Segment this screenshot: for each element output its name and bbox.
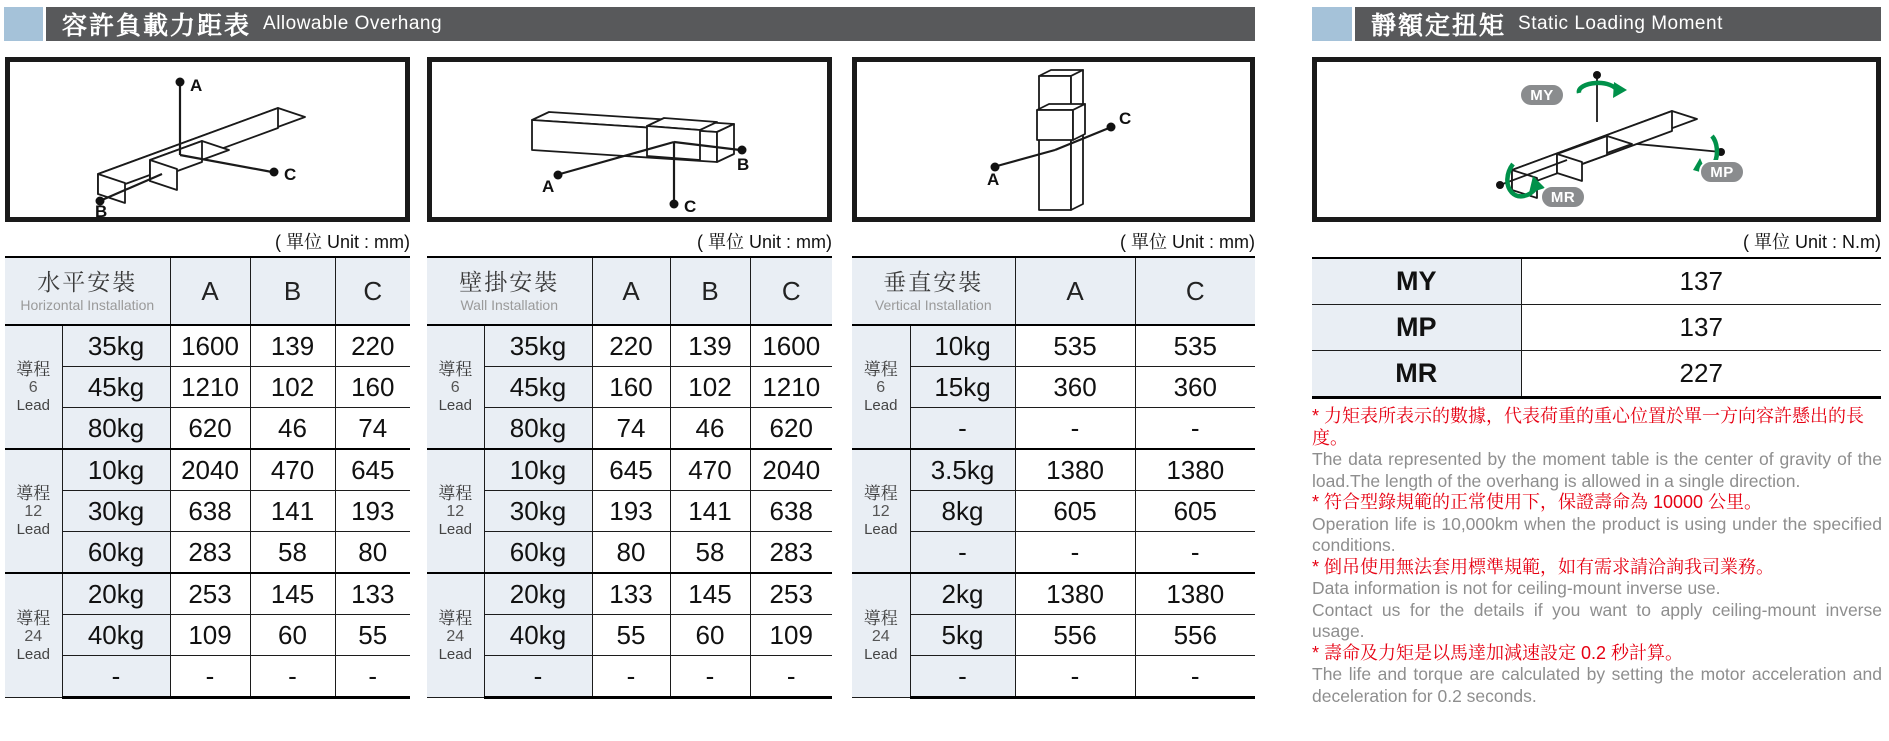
table-row [427,532,832,574]
table-title-cell [852,257,1015,325]
moment-row-label: MP [1312,305,1521,351]
table-row [5,615,410,656]
load-cell: 40kg [484,615,592,656]
table-row [852,491,1255,532]
unit-label-mm: ( 單位 Unit : mm) [275,232,410,252]
table-row [852,615,1255,656]
value-cell: 193 [592,491,670,532]
load-cell: 2kg [910,573,1015,615]
moment-label-mp: MP [1710,164,1734,181]
value-cell: 638 [750,491,832,532]
load-cell: 80kg [484,408,592,450]
value-cell: 58 [670,532,750,574]
load-cell: 20kg [484,573,592,615]
horizontal-installation-diagram [5,57,410,222]
column-header: B [670,257,750,325]
value-cell: 160 [335,367,410,408]
value-cell: 109 [170,615,250,656]
right-title-zh: 靜額定扭矩 [1371,12,1507,40]
note-line: * 符合型錄規範的正常使用下，保證壽命為 10000 公里。 [1312,492,1763,512]
axis-label-c: C [284,165,297,184]
value-cell: 620 [170,408,250,450]
value-cell: - [750,656,832,698]
axis-label-a: A [190,76,203,95]
vertical-diagram-svg [857,62,1250,217]
value-cell: 253 [750,573,832,615]
moment-label-mr: MR [1550,189,1576,206]
value-cell: 102 [670,367,750,408]
table-row [427,325,832,367]
moment-diagram-svg [1317,62,1876,217]
value-cell: 283 [750,532,832,574]
value-cell: 1380 [1015,573,1135,615]
table-title-en: Vertical Installation [874,297,992,313]
column-header: B [250,257,335,325]
table-title-zh: 水平安裝 [37,269,138,295]
value-cell: 74 [592,408,670,450]
notes-block [1312,406,1882,707]
value-cell: 1600 [170,325,250,367]
value-cell: 55 [592,615,670,656]
value-cell: 58 [250,532,335,574]
value-cell: - [1015,532,1135,574]
table-row [427,573,832,615]
table-title-cell [5,257,170,325]
value-cell: 193 [335,491,410,532]
right-title-en: Static Loading Moment [1518,13,1723,34]
value-cell: 535 [1135,325,1255,367]
value-cell: 102 [250,367,335,408]
load-cell: 10kg [910,325,1015,367]
table-row [5,532,410,574]
value-cell: 145 [250,573,335,615]
wall-diagram-svg [432,62,827,217]
table-row [852,408,1255,450]
horizontal-diagram-svg [10,62,405,217]
lead-cell: 導程 24 Lead [5,573,62,698]
table-row [1312,351,1881,398]
table-row [1312,258,1881,305]
moment-row-value: 137 [1521,258,1881,305]
table-row [5,449,410,491]
value-cell: 46 [250,408,335,450]
load-cell: 20kg [62,573,170,615]
table-row [427,615,832,656]
value-cell: 145 [670,573,750,615]
table-row [5,408,410,450]
value-cell: 620 [750,408,832,450]
value-cell: 1210 [750,367,832,408]
lead-cell: 導程 12 Lead [852,449,910,573]
static-loading-moment-table [1312,257,1881,399]
value-cell: 133 [335,573,410,615]
moment-diagram [1312,57,1881,222]
value-cell: 46 [670,408,750,450]
value-cell: 360 [1135,367,1255,408]
moment-table-wrap [1312,257,1881,399]
lead-cell: 導程 24 Lead [852,573,910,698]
value-cell: - [1015,408,1135,450]
value-cell: - [1135,532,1255,574]
table-title-cell [427,257,592,325]
load-cell: 40kg [62,615,170,656]
table-row [852,449,1255,491]
value-cell: 2040 [170,449,250,491]
value-cell: - [335,656,410,698]
column-header: A [1015,257,1135,325]
value-cell: 109 [750,615,832,656]
unit-label-mm: ( 單位 Unit : mm) [697,232,832,252]
value-cell: - [592,656,670,698]
value-cell: 55 [335,615,410,656]
load-cell: 10kg [62,449,170,491]
value-cell: 220 [592,325,670,367]
load-cell: - [484,656,592,698]
header-row [5,257,410,325]
header-row [427,257,832,325]
moment-row-label: MR [1312,351,1521,398]
load-cell: - [910,656,1015,698]
value-cell: 253 [170,573,250,615]
load-cell: - [62,656,170,698]
value-cell: 556 [1015,615,1135,656]
value-cell: 535 [1015,325,1135,367]
load-cell: - [910,532,1015,574]
value-cell: 60 [670,615,750,656]
column-header: A [170,257,250,325]
moment-row-value: 227 [1521,351,1881,398]
moment-row-value: 137 [1521,305,1881,351]
lead-cell: 導程 6 Lead [5,325,62,449]
note-line: Data information is not for ceiling-mount inverse use. [1312,578,1721,598]
note-line: The life and torque are calculated by setting the motor acceleration and deceleration for 0.2 seconds. [1312,664,1882,706]
value-cell: 80 [335,532,410,574]
header-row [852,257,1255,325]
table-row [852,656,1255,698]
table-row [5,325,410,367]
table-row [5,573,410,615]
table-row [1312,305,1881,351]
axis-label-c: C [1119,109,1132,128]
value-cell: 556 [1135,615,1255,656]
value-cell: 1380 [1135,573,1255,615]
value-cell: 638 [170,491,250,532]
value-cell: 283 [170,532,250,574]
load-cell: 3.5kg [910,449,1015,491]
table-row [427,449,832,491]
left-title-zh: 容許負載力距表 [62,12,252,40]
note-line: * 力矩表所表示的數據，代表荷重的重心位置於單一方向容許懸出的長度。 [1312,406,1865,448]
value-cell: 74 [335,408,410,450]
table-row [427,408,832,450]
accent-square [4,7,43,41]
vertical-installation-table [852,256,1255,699]
lead-cell: 導程 12 Lead [427,449,484,573]
value-cell: 645 [335,449,410,491]
value-cell: 605 [1015,491,1135,532]
table-row [852,367,1255,408]
table-title-zh: 壁掛安裝 [459,269,560,295]
table-row [427,656,832,698]
value-cell: 139 [670,325,750,367]
wall-table-wrap [427,256,832,699]
table-row [852,573,1255,615]
load-cell: 45kg [484,367,592,408]
note-line: * 倒吊使用無法套用標準規範，如有需求請洽詢我司業務。 [1312,556,1775,577]
load-cell: 30kg [62,491,170,532]
axis-label-b: B [95,202,108,217]
value-cell: 470 [670,449,750,491]
unit-label-mm: ( 單位 Unit : mm) [1120,232,1255,252]
table-title-en: Horizontal Installation [20,297,155,313]
axis-label-b: B [737,155,750,174]
table-row [5,656,410,698]
value-cell: 605 [1135,491,1255,532]
left-section-header [46,7,1255,41]
load-cell: 60kg [484,532,592,574]
load-cell: 8kg [910,491,1015,532]
unit-label-nm: ( 單位 Unit : N.m) [1743,232,1881,252]
value-cell: - [1135,408,1255,450]
load-cell: - [910,408,1015,450]
vertical-table-wrap [852,256,1255,699]
value-cell: 133 [592,573,670,615]
value-cell: 360 [1015,367,1135,408]
horizontal-installation-table [5,256,410,699]
value-cell: 220 [335,325,410,367]
table-row [5,367,410,408]
value-cell: 645 [592,449,670,491]
note-line: Contact us for the details if you want to apply ceiling-mount inverse usage. [1312,599,1882,641]
moment-row-label: MY [1312,258,1521,305]
value-cell: 1210 [170,367,250,408]
value-cell: 141 [250,491,335,532]
vertical-installation-diagram [852,57,1255,222]
table-row [427,367,832,408]
value-cell: 80 [592,532,670,574]
load-cell: 5kg [910,615,1015,656]
value-cell: - [1135,656,1255,698]
lead-cell: 導程 24 Lead [427,573,484,698]
value-cell: - [1015,656,1135,698]
lead-cell: 導程 12 Lead [5,449,62,573]
axis-label-a: A [542,177,555,196]
load-cell: 15kg [910,367,1015,408]
value-cell: 1380 [1015,449,1135,491]
lead-cell: 導程 6 Lead [427,325,484,449]
moment-label-my: MY [1530,87,1554,104]
value-cell: - [250,656,335,698]
column-header: C [1135,257,1255,325]
value-cell: 141 [670,491,750,532]
load-cell: 80kg [62,408,170,450]
load-cell: 45kg [62,367,170,408]
value-cell: 1380 [1135,449,1255,491]
axis-label-a: A [987,170,1000,189]
table-title-en: Wall Installation [460,297,559,313]
load-cell: 30kg [484,491,592,532]
table-row [852,532,1255,574]
load-cell: 60kg [62,532,170,574]
value-cell: - [670,656,750,698]
table-row [427,491,832,532]
load-cell: 10kg [484,449,592,491]
value-cell: - [170,656,250,698]
horizontal-table-wrap [5,256,410,699]
wall-installation-table [427,256,832,699]
value-cell: 139 [250,325,335,367]
value-cell: 470 [250,449,335,491]
column-header: C [335,257,410,325]
note-line: * 壽命及力矩是以馬達加減速設定 0.2 秒計算。 [1312,642,1684,663]
column-header: C [750,257,832,325]
axis-label-c: C [684,197,697,216]
value-cell: 2040 [750,449,832,491]
load-cell: 35kg [484,325,592,367]
right-section-header [1355,7,1881,41]
wall-installation-diagram [427,57,832,222]
table-row [852,325,1255,367]
load-cell: 35kg [62,325,170,367]
table-row [5,491,410,532]
value-cell: 1600 [750,325,832,367]
lead-cell: 導程 6 Lead [852,325,910,449]
value-cell: 60 [250,615,335,656]
left-title-en: Allowable Overhang [263,13,443,34]
note-line: Operation life is 10,000km when the product is using under the specified conditions. [1312,513,1882,555]
note-line: The data represented by the moment table is the center of gravity of the load.The length of the overhang is allowed in a single direction. [1312,449,1882,491]
value-cell: 160 [592,367,670,408]
accent-square [1312,7,1352,41]
column-header: A [592,257,670,325]
table-title-zh: 垂直安裝 [883,269,984,295]
